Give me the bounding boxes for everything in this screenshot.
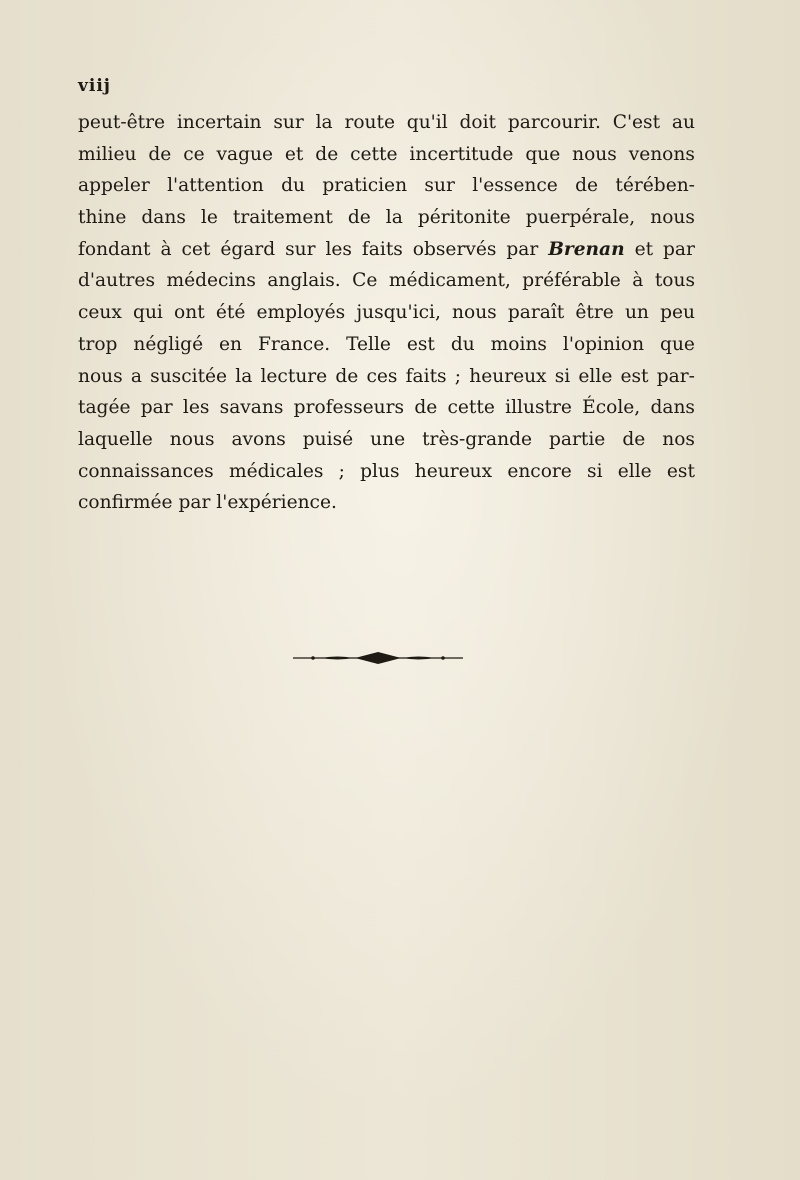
word: si (554, 365, 571, 387)
word: une (370, 428, 406, 450)
word: l'essence (472, 175, 558, 197)
word: route (344, 112, 395, 133)
word: tous (654, 270, 695, 292)
word: les (182, 397, 210, 419)
word: connaissances (78, 460, 214, 482)
word: École, (582, 397, 641, 419)
word: trop (78, 333, 118, 355)
word: les (325, 238, 352, 260)
word: de (315, 143, 339, 165)
show-through-reverse-text (40, 476, 780, 1036)
text-line (78, 234, 695, 266)
word: qu'il (406, 112, 448, 133)
word: médicament, (388, 270, 511, 292)
word: ceux (78, 302, 122, 324)
word: anglais. (267, 270, 341, 292)
word: été (215, 302, 246, 324)
word: appeler (78, 175, 150, 197)
word: de (335, 365, 359, 387)
word: jusqu'ici, (356, 302, 441, 324)
text-line (78, 265, 695, 297)
word: suscitée (150, 365, 228, 387)
word: incertitude (409, 143, 514, 165)
word: la (385, 207, 403, 229)
word: venons (628, 143, 695, 165)
word: par- (656, 365, 695, 387)
word: incertain (176, 112, 262, 133)
word: que (525, 143, 561, 165)
word: tagée (78, 397, 131, 419)
word: Brenan (548, 238, 625, 260)
word: du (281, 175, 306, 197)
word: de (575, 175, 599, 197)
word: peu (660, 302, 695, 324)
word: France. (257, 333, 331, 355)
word: l'expérience. (216, 492, 337, 514)
word: parcourir. (507, 112, 601, 133)
word: à (632, 270, 644, 292)
word: milieu (78, 143, 137, 165)
word: la (235, 365, 253, 387)
word: Telle (346, 333, 391, 355)
word: d'autres (78, 270, 155, 292)
word: paraît (507, 302, 565, 324)
text-line (78, 107, 695, 139)
word: de (347, 207, 371, 229)
text-line (78, 456, 695, 488)
word: que (660, 333, 695, 355)
word: peut-être (78, 112, 166, 133)
text-line (78, 170, 695, 202)
word: savans (219, 397, 284, 419)
word: très-grande (422, 428, 533, 450)
horizontal-rule-ornament-icon (293, 648, 463, 668)
word: ce (183, 143, 205, 165)
word: cette (350, 143, 398, 165)
word: heureux (469, 365, 547, 387)
word: au (671, 112, 695, 133)
word: à (160, 238, 172, 260)
word: par (663, 238, 695, 260)
word: laquelle (78, 428, 153, 450)
word: dans (650, 397, 695, 419)
text-line (78, 424, 695, 456)
word: faits (405, 365, 447, 387)
word: C'est (612, 112, 661, 133)
word: médecins (166, 270, 256, 292)
word: partie (549, 428, 606, 450)
word: l'opinion (562, 333, 645, 355)
word: lecture (260, 365, 328, 387)
word: égard (220, 238, 276, 260)
word: elle (617, 460, 652, 482)
word: ; (338, 460, 345, 482)
word: du (450, 333, 475, 355)
word: en (219, 333, 243, 355)
text-line (78, 487, 695, 519)
word: vague (216, 143, 273, 165)
word: être (575, 302, 614, 324)
word: a (130, 365, 142, 387)
word: par (140, 397, 173, 419)
word: nos (662, 428, 695, 450)
word: ; (454, 365, 462, 387)
word: traitement (232, 207, 333, 229)
word: nous (650, 207, 695, 229)
word: moins (490, 333, 547, 355)
word: sur (273, 112, 304, 133)
word: puerpérale, (525, 207, 636, 229)
word: nous (452, 302, 497, 324)
word: par (178, 492, 211, 514)
word: illustre (505, 397, 572, 419)
word: confirmée (78, 492, 173, 514)
word: térében- (615, 175, 695, 197)
word: de (622, 428, 646, 450)
word: sur (285, 238, 316, 260)
word: cette (447, 397, 495, 419)
word: sur (424, 175, 455, 197)
word: plus (360, 460, 400, 482)
text-line (78, 202, 695, 234)
word: Ce (352, 270, 378, 292)
body-paragraph (78, 107, 695, 519)
word: avons (231, 428, 286, 450)
word: l'attention (167, 175, 264, 197)
word: et (284, 143, 304, 165)
word: puisé (302, 428, 354, 450)
word: nous (169, 428, 215, 450)
word: qui (133, 302, 163, 324)
word: elle (578, 365, 613, 387)
word: un (624, 302, 649, 324)
word: est (666, 460, 695, 482)
word: négligé (133, 333, 204, 355)
word: si (587, 460, 603, 482)
text-line (78, 329, 695, 361)
word: nous (78, 365, 123, 387)
word: professeurs (293, 397, 405, 419)
word: heureux (414, 460, 493, 482)
word: préférable (522, 270, 621, 292)
word: médicales (228, 460, 324, 482)
word: thine (78, 207, 127, 229)
word: employés (256, 302, 346, 324)
text-line (78, 297, 695, 329)
word: de (414, 397, 438, 419)
word: praticien (322, 175, 408, 197)
word: faits (361, 238, 403, 260)
word: le (200, 207, 218, 229)
word: doit (459, 112, 497, 133)
word: la (315, 112, 333, 133)
word: est (406, 333, 435, 355)
word: est (620, 365, 649, 387)
word: ont (174, 302, 205, 324)
word: et (634, 238, 654, 260)
word: dans (141, 207, 186, 229)
word: par (506, 238, 539, 260)
word: ces (366, 365, 398, 387)
word: péritonite (417, 207, 511, 229)
word: de (148, 143, 172, 165)
text-line (78, 361, 695, 393)
word: observés (412, 238, 497, 260)
page-number: viij (78, 76, 111, 96)
text-line (78, 392, 695, 424)
text-line (78, 139, 695, 171)
word: cet (181, 238, 211, 260)
word: nous (572, 143, 617, 165)
word: fondant (78, 238, 151, 260)
word: encore (507, 460, 572, 482)
